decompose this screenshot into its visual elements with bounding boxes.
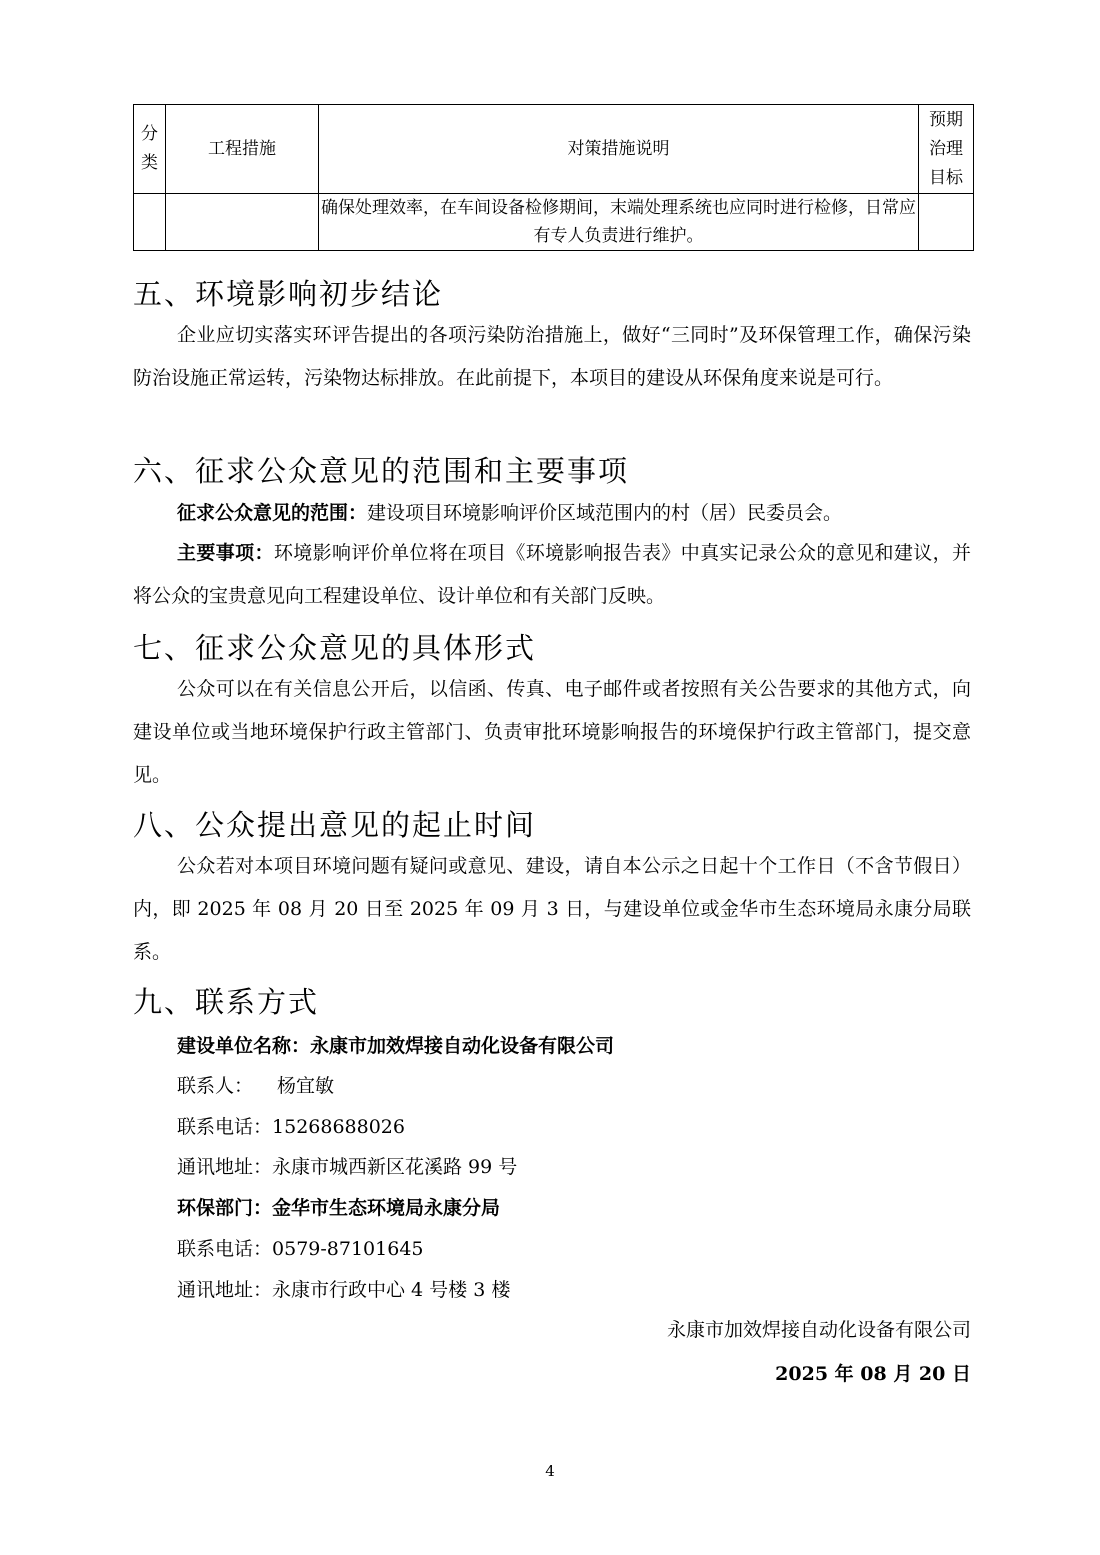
company-line: 建设单位名称：永康市加效焊接自动化设备有限公司 xyxy=(177,1035,615,1057)
row-category xyxy=(134,194,166,251)
section-6-scope xyxy=(133,492,971,535)
section-5-title: 五、环境影响初步结论 xyxy=(133,277,444,311)
row-description: 确保处理效率，在车间设备检修期间，末端处理系统也应同时进行检修，日常应有专人负责进行维护。 xyxy=(319,194,919,251)
env-dept-line: 环保部门：金华市生态环境局永康分局 xyxy=(177,1197,501,1219)
row-measure xyxy=(166,194,319,251)
phone-number: 15268688026 xyxy=(272,1116,405,1138)
address-text: 永康市城西新区花溪路 99 号 xyxy=(272,1156,518,1178)
phone-line: 联系电话：15268688026 xyxy=(177,1116,405,1138)
header-description: 对策措施说明 xyxy=(319,105,919,194)
section-8-text: 公众若对本项目环境问题有疑问或意见、建设，请自本公示之日起十个工作日（不含节假日）内，即 2025 年 08 月 20 日至 2025 年 09 月 3 日，与建设单位或金华市生态环境局永康分局联系。 xyxy=(133,855,971,963)
matters-label: 主要事项： xyxy=(177,542,274,564)
env-phone-line: 联系电话：0579-87101645 xyxy=(177,1238,424,1260)
signature-company: 永康市加效焊接自动化设备有限公司 xyxy=(666,1319,971,1341)
section-7-title: 七、征求公众意见的具体形式 xyxy=(133,631,537,665)
section-6-title: 六、征求公众意见的范围和主要事项 xyxy=(133,454,630,488)
header-category: 分类 xyxy=(134,105,166,194)
signature-date: 2025 年 08 月 20 日 xyxy=(775,1363,971,1385)
row-target xyxy=(919,194,974,251)
env-dept-name: 金华市生态环境局永康分局 xyxy=(272,1197,501,1219)
scope-label: 征求公众意见的范围： xyxy=(177,502,368,524)
header-target: 预期治理目标 xyxy=(919,105,974,194)
env-address-text: 永康市行政中心 4 号楼 3 楼 xyxy=(272,1279,511,1301)
table-header-row xyxy=(134,105,974,194)
matters-text: 环境影响评价单位将在项目《环境影响报告表》中真实记录公众的意见和建议，并将公众的宝贵意见向工程建设单位、设计单位和有关部门反映。 xyxy=(133,542,971,607)
section-9-title: 九、联系方式 xyxy=(133,985,320,1019)
env-phone-number: 0579-87101645 xyxy=(272,1238,424,1260)
section-5-text: 企业应切实落实环评告提出的各项污染防治措施上，做好“三同时”及环保管理工作，确保污染防治设施正常运转，污染物达标排放。在此前提下，本项目的建设从环保角度来说是可行。 xyxy=(133,324,971,389)
contact-line: 联系人： 杨宜敏 xyxy=(177,1075,335,1097)
header-measure: 工程措施 xyxy=(166,105,319,194)
page-number: 4 xyxy=(545,1462,555,1480)
scope-text: 建设项目环境影响评价区域范围内的村（居）民委员会。 xyxy=(367,502,843,524)
env-address-line: 通讯地址：永康市行政中心 4 号楼 3 楼 xyxy=(177,1279,511,1301)
address-line: 通讯地址：永康市城西新区花溪路 99 号 xyxy=(177,1156,518,1178)
measures-table xyxy=(133,104,974,251)
section-7-text: 公众可以在有关信息公开后，以信函、传真、电子邮件或者按照有关公告要求的其他方式，向建设单位或当地环境保护行政主管部门、负责审批环境影响报告的环境保护行政主管部门，提交意见。 xyxy=(133,678,971,786)
section-8-title: 八、公众提出意见的起止时间 xyxy=(133,808,537,842)
contact-name: 杨宜敏 xyxy=(277,1075,335,1097)
table-row xyxy=(134,194,974,251)
section-6-matters xyxy=(133,532,971,618)
company-name: 永康市加效焊接自动化设备有限公司 xyxy=(310,1035,615,1057)
